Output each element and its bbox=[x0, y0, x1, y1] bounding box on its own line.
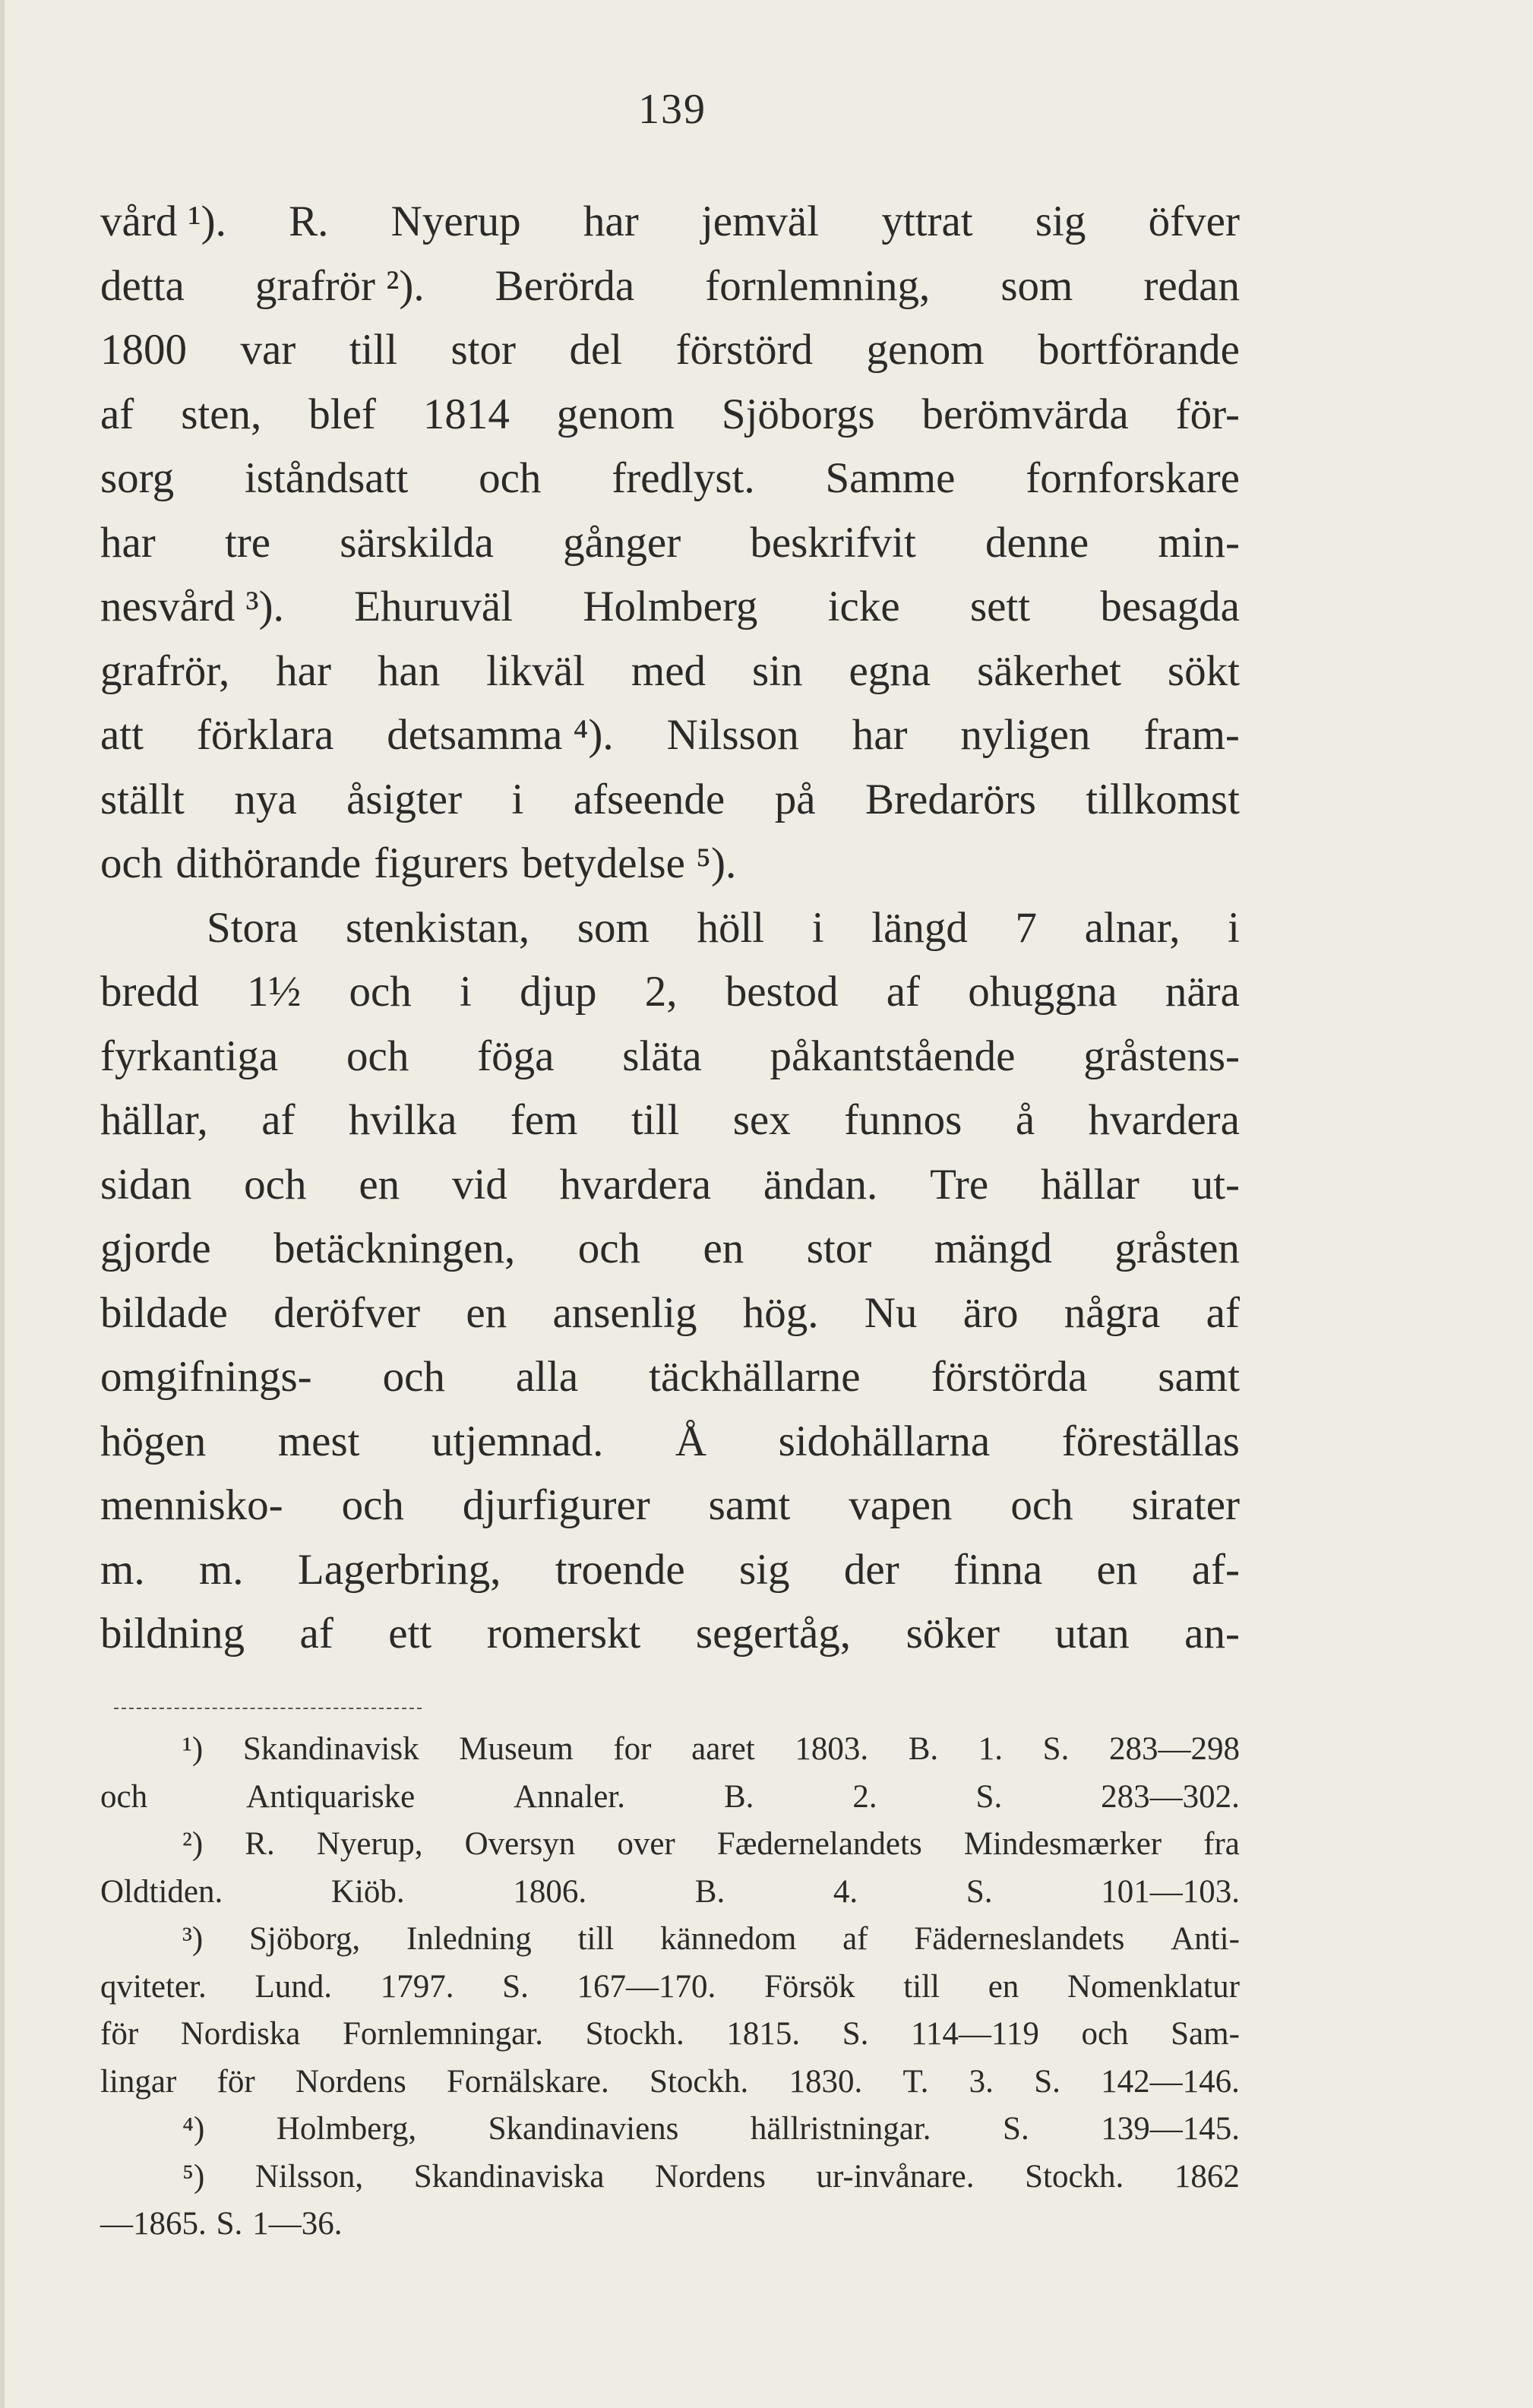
word: Nomenklatur bbox=[1067, 1968, 1240, 2005]
word: fornlemning, bbox=[705, 261, 931, 310]
word: R. bbox=[289, 198, 329, 245]
word: mängd bbox=[934, 1225, 1052, 1272]
word: som bbox=[1000, 261, 1073, 310]
word: 4. bbox=[833, 1873, 858, 1910]
word: nesvård ³). bbox=[100, 583, 284, 630]
body-line bbox=[100, 1474, 1240, 1538]
word: Stockh. bbox=[585, 2016, 684, 2052]
word: genom bbox=[866, 326, 985, 374]
word: qviteter. bbox=[100, 1968, 207, 2005]
word: del bbox=[569, 326, 623, 374]
word: Antiquariske bbox=[246, 1778, 416, 1815]
word: Mindesmærker bbox=[963, 1826, 1162, 1862]
word: ändan. bbox=[763, 1160, 878, 1209]
word: Kiöb. bbox=[330, 1873, 405, 1910]
word: jemväl bbox=[700, 198, 820, 245]
word: min- bbox=[1158, 518, 1240, 567]
body-line bbox=[100, 1538, 1240, 1603]
word: till bbox=[631, 1096, 680, 1144]
word: 142—146. bbox=[1101, 2063, 1240, 2100]
word: S. bbox=[1003, 2111, 1029, 2147]
word: sett bbox=[969, 583, 1031, 630]
body-line bbox=[100, 190, 1240, 254]
word: har bbox=[276, 646, 331, 695]
word: och bbox=[100, 839, 163, 887]
word: och bbox=[349, 968, 412, 1016]
word: bildade bbox=[100, 1288, 228, 1337]
word: af- bbox=[1191, 1545, 1240, 1594]
word: Nyerup bbox=[390, 198, 521, 245]
word: till bbox=[349, 326, 398, 374]
word: icke bbox=[827, 583, 900, 630]
word: ohuggna bbox=[968, 968, 1117, 1016]
word: Nyerup, bbox=[316, 1826, 423, 1862]
word: Oldtiden. bbox=[100, 1873, 223, 1910]
word: m. bbox=[100, 1545, 145, 1594]
word: segertåg, bbox=[695, 1610, 852, 1657]
footnote-line bbox=[100, 1726, 1240, 1774]
word: 3. bbox=[969, 2063, 994, 2100]
word: höll bbox=[697, 903, 765, 952]
body-line bbox=[100, 703, 1240, 768]
word: i bbox=[1228, 903, 1240, 952]
body-line bbox=[100, 575, 1240, 640]
word: Fædernelandets bbox=[716, 1826, 922, 1862]
body-line bbox=[100, 1217, 1240, 1281]
word: Nordens bbox=[296, 2063, 406, 2100]
word: funnos bbox=[844, 1096, 962, 1144]
word: omgifnings- bbox=[100, 1353, 312, 1401]
word: S. bbox=[216, 2206, 243, 2242]
page-edge bbox=[0, 0, 5, 2408]
word: Nilsson, bbox=[254, 2158, 364, 2195]
word: lingar bbox=[100, 2063, 177, 2100]
word: vid bbox=[451, 1160, 507, 1209]
word: B. bbox=[723, 1778, 754, 1815]
word: ut- bbox=[1191, 1160, 1240, 1209]
word: bortförande bbox=[1038, 326, 1240, 374]
word: 1803. bbox=[795, 1731, 869, 1767]
word: å bbox=[1015, 1096, 1035, 1144]
word: hällar, bbox=[100, 1096, 208, 1144]
word: har bbox=[852, 711, 908, 759]
word: 1800 bbox=[100, 326, 187, 374]
word: 101—103. bbox=[1101, 1873, 1240, 1910]
word: blef bbox=[308, 390, 376, 438]
word: S. bbox=[975, 1778, 1003, 1815]
word: ⁴) bbox=[182, 2111, 205, 2147]
word: fyrkantiga bbox=[100, 1032, 279, 1080]
word: sorg bbox=[100, 454, 175, 502]
word: 2, bbox=[644, 968, 678, 1016]
word: i bbox=[460, 968, 472, 1016]
word: ⁵) bbox=[182, 2158, 205, 2195]
word: nyligen bbox=[960, 711, 1091, 759]
word: har bbox=[583, 198, 639, 245]
word: gjorde bbox=[100, 1225, 211, 1272]
word: redan bbox=[1143, 261, 1240, 310]
word: betäckningen, bbox=[273, 1225, 516, 1272]
word: samt bbox=[708, 1481, 791, 1529]
word: förstörda bbox=[931, 1353, 1088, 1401]
word: fem bbox=[510, 1096, 578, 1144]
word: hällristningar. bbox=[750, 2111, 931, 2147]
word: 7 bbox=[1015, 903, 1038, 952]
body-line bbox=[100, 896, 1240, 961]
word: i bbox=[811, 903, 824, 952]
word: Fornlemningar. bbox=[343, 2016, 543, 2052]
word: sidohällarna bbox=[778, 1417, 991, 1465]
word: en bbox=[988, 1968, 1019, 2005]
word: längd bbox=[871, 903, 968, 952]
word: Berörda bbox=[495, 261, 635, 310]
word: B. bbox=[694, 1873, 725, 1910]
word: Museum bbox=[459, 1731, 574, 1767]
word: i bbox=[511, 775, 524, 823]
word: mest bbox=[277, 1417, 360, 1465]
word: Tre bbox=[930, 1160, 989, 1209]
word: Nordens bbox=[655, 2158, 766, 2195]
word: fram- bbox=[1143, 711, 1240, 759]
word: yttrat bbox=[881, 198, 973, 245]
word: högen bbox=[100, 1417, 207, 1465]
word: och bbox=[341, 1481, 404, 1529]
word: Lund. bbox=[254, 1968, 332, 2005]
word: betydelse ⁵). bbox=[521, 839, 737, 887]
word: säkerhet bbox=[977, 646, 1121, 695]
word: gånger bbox=[563, 518, 681, 567]
word: Fäderneslandets bbox=[914, 1921, 1125, 1957]
word: S. bbox=[842, 2016, 869, 2052]
word: Försök bbox=[764, 1968, 855, 2005]
word: Sjöborg, bbox=[249, 1921, 361, 1957]
word: och bbox=[577, 1225, 640, 1272]
word: släta bbox=[622, 1032, 702, 1080]
word: m. bbox=[198, 1545, 244, 1594]
word: en bbox=[1096, 1545, 1138, 1594]
word: Samme bbox=[825, 454, 956, 502]
word: tillkomst bbox=[1086, 775, 1240, 823]
word: söker bbox=[906, 1610, 1000, 1657]
word: af bbox=[261, 1096, 296, 1144]
word: särskilda bbox=[340, 518, 494, 567]
footnote-line bbox=[100, 2154, 1240, 2201]
footnote-line bbox=[100, 2011, 1240, 2059]
word: finna bbox=[953, 1545, 1043, 1594]
word: och bbox=[244, 1160, 307, 1209]
word: 1½ bbox=[247, 968, 302, 1016]
word: der bbox=[843, 1545, 899, 1594]
word: af bbox=[299, 1610, 333, 1657]
word: föreställas bbox=[1061, 1417, 1240, 1465]
word: sten, bbox=[181, 390, 262, 438]
word: beskrifvit bbox=[750, 518, 916, 567]
word: 1830. bbox=[789, 2063, 863, 2100]
word: 1. bbox=[978, 1731, 1004, 1767]
word: Nordiska bbox=[180, 2016, 301, 2052]
footnote-line bbox=[100, 1869, 1240, 1917]
footnote-divider bbox=[114, 1708, 422, 1709]
word: grafrör, bbox=[100, 646, 230, 695]
word: dithörande bbox=[175, 839, 362, 887]
word: berömvärda bbox=[921, 390, 1129, 438]
word: djup bbox=[520, 968, 597, 1016]
word: sex bbox=[732, 1096, 791, 1144]
word: och bbox=[1010, 1481, 1073, 1529]
word: Bredarörs bbox=[865, 775, 1036, 823]
word: ur-invånare. bbox=[816, 2158, 975, 2195]
word: Oversyn bbox=[464, 1826, 576, 1862]
word: fornforskare bbox=[1026, 454, 1240, 502]
word: för bbox=[100, 2016, 139, 2052]
word: 283—298 bbox=[1108, 1731, 1240, 1767]
word: nära bbox=[1165, 968, 1240, 1016]
word: denne bbox=[985, 518, 1089, 567]
body-line bbox=[100, 511, 1240, 576]
word: åsigter bbox=[346, 775, 463, 823]
word: för bbox=[217, 2063, 255, 2100]
word: täckhällarne bbox=[649, 1353, 861, 1401]
body-line bbox=[100, 254, 1240, 319]
word: till bbox=[903, 1968, 940, 2005]
word: S. bbox=[966, 1873, 993, 1910]
word: egna bbox=[849, 646, 931, 695]
word: samt bbox=[1158, 1353, 1240, 1401]
body-line bbox=[100, 1410, 1240, 1474]
body-line bbox=[100, 318, 1240, 383]
word: och bbox=[100, 1778, 148, 1815]
word: förstörd bbox=[675, 326, 814, 374]
word: grafrör ²). bbox=[254, 261, 425, 310]
word: 1815. bbox=[726, 2016, 801, 2052]
word: en bbox=[703, 1225, 744, 1272]
word: 283—302. bbox=[1101, 1778, 1240, 1815]
footnote-line bbox=[100, 1774, 1240, 1822]
word: alnar, bbox=[1084, 903, 1181, 952]
word: over bbox=[617, 1826, 675, 1862]
word: Sam- bbox=[1171, 2016, 1240, 2052]
body-line bbox=[100, 1602, 1240, 1667]
word: sig bbox=[739, 1545, 790, 1594]
word: Holmberg, bbox=[276, 2111, 417, 2147]
body-line bbox=[100, 383, 1240, 447]
word: alla bbox=[515, 1353, 579, 1401]
body-line bbox=[100, 640, 1240, 704]
word: detsamma ⁴). bbox=[387, 711, 614, 759]
word: och bbox=[1081, 2016, 1129, 2052]
word: utjemnad. bbox=[431, 1417, 604, 1465]
word: Holmberg bbox=[583, 583, 758, 630]
word: B. bbox=[908, 1731, 939, 1767]
word: 1862 bbox=[1174, 2158, 1240, 2195]
word: gråstens- bbox=[1083, 1032, 1240, 1080]
word: 2. bbox=[852, 1778, 877, 1815]
word: iståndsatt bbox=[244, 454, 409, 502]
word: Fornälskare. bbox=[447, 2063, 609, 2100]
word: sökt bbox=[1167, 646, 1240, 695]
word: deröfver bbox=[273, 1288, 421, 1337]
word: stenkistan, bbox=[345, 903, 530, 952]
word: påkantstående bbox=[770, 1032, 1016, 1080]
word: mennisko- bbox=[100, 1481, 283, 1529]
word: en bbox=[359, 1160, 400, 1209]
word: tre bbox=[224, 518, 271, 567]
word: S. bbox=[1034, 2063, 1060, 2100]
word: detta bbox=[100, 261, 185, 310]
word: och bbox=[346, 1032, 409, 1080]
word: S. bbox=[502, 1968, 529, 2005]
word: ansenlig bbox=[552, 1288, 697, 1337]
word: 139—145. bbox=[1101, 2111, 1240, 2147]
word: fra bbox=[1203, 1826, 1240, 1862]
word: stor bbox=[806, 1225, 872, 1272]
footnote-line bbox=[100, 2201, 1240, 2248]
word: Stockh. bbox=[1025, 2158, 1124, 2195]
word: vapen bbox=[849, 1481, 953, 1529]
word: Ehuruväl bbox=[354, 583, 514, 630]
word: förklara bbox=[196, 711, 334, 759]
word: Stora bbox=[207, 903, 299, 952]
body-line bbox=[100, 832, 1240, 896]
word: han bbox=[377, 646, 441, 695]
word: hvardera bbox=[559, 1160, 712, 1209]
word: djurfigurer bbox=[462, 1481, 650, 1529]
word: Nu bbox=[864, 1288, 918, 1337]
word: och bbox=[382, 1353, 445, 1401]
word: Lagerbring, bbox=[297, 1545, 501, 1594]
footnotes bbox=[100, 1726, 1240, 2248]
footnote-line bbox=[100, 2106, 1240, 2154]
word: stor bbox=[450, 326, 516, 374]
body-line bbox=[100, 447, 1240, 511]
word: hvardera bbox=[1088, 1096, 1240, 1144]
word: och bbox=[479, 454, 542, 502]
word: öfver bbox=[1148, 198, 1240, 245]
word: Skandinaviens bbox=[488, 2111, 679, 2147]
word: bestod bbox=[725, 968, 839, 1016]
word: af bbox=[886, 968, 921, 1016]
word: sirater bbox=[1131, 1481, 1240, 1529]
word: utan bbox=[1054, 1610, 1130, 1657]
word: föga bbox=[477, 1032, 555, 1080]
word: att bbox=[100, 711, 144, 759]
body-line bbox=[100, 960, 1240, 1025]
word: ³) bbox=[182, 1921, 204, 1957]
word: aaret bbox=[691, 1731, 755, 1767]
word: ¹) bbox=[182, 1731, 204, 1767]
word: likväl bbox=[486, 646, 585, 695]
word: Skandinavisk bbox=[242, 1731, 419, 1767]
footnote-line bbox=[100, 1964, 1240, 2011]
word: af bbox=[1206, 1288, 1240, 1337]
word: bredd bbox=[100, 968, 199, 1016]
word: som bbox=[577, 903, 650, 952]
footnote-line bbox=[100, 2059, 1240, 2106]
word: äro bbox=[962, 1288, 1019, 1337]
body-line bbox=[100, 768, 1240, 833]
word: ett bbox=[388, 1610, 432, 1657]
word: Annaler. bbox=[514, 1778, 625, 1815]
word: afseende bbox=[573, 775, 725, 823]
word: en bbox=[466, 1288, 507, 1337]
word: var bbox=[240, 326, 296, 374]
body-line bbox=[100, 1089, 1240, 1153]
word: —1865. bbox=[100, 2206, 207, 2242]
body-line bbox=[100, 1025, 1240, 1089]
word: kännedom bbox=[660, 1921, 797, 1957]
word: besagda bbox=[1100, 583, 1240, 630]
word: 114—119 bbox=[911, 2016, 1039, 2052]
word: T. bbox=[902, 2063, 929, 2100]
word: 1—36. bbox=[252, 2206, 343, 2242]
body-line bbox=[100, 1281, 1240, 1346]
word: S. bbox=[1042, 1731, 1070, 1767]
word: till bbox=[577, 1921, 615, 1957]
word: hällar bbox=[1041, 1160, 1139, 1209]
word: Skandinaviska bbox=[413, 2158, 605, 2195]
word: sidan bbox=[100, 1160, 192, 1209]
word: ²) bbox=[182, 1826, 204, 1862]
word: Å bbox=[675, 1417, 707, 1465]
word: ställt bbox=[100, 775, 185, 823]
body-line bbox=[100, 1153, 1240, 1218]
word: hög. bbox=[742, 1288, 819, 1337]
word: 167—170. bbox=[577, 1968, 716, 2005]
word: hvilka bbox=[348, 1096, 457, 1144]
word: vård ¹). bbox=[100, 198, 226, 245]
word: figurers bbox=[374, 839, 509, 887]
body-line bbox=[100, 1345, 1240, 1410]
word: har bbox=[100, 518, 156, 567]
word: R. bbox=[245, 1826, 275, 1862]
word: 1814 bbox=[422, 390, 510, 438]
word: på bbox=[774, 775, 816, 823]
word: af bbox=[842, 1921, 868, 1957]
word: 1797. bbox=[380, 1968, 454, 2005]
word: romerskt bbox=[486, 1610, 641, 1657]
page-number: 139 bbox=[638, 86, 706, 133]
word: Sjöborgs bbox=[721, 390, 875, 438]
word: bildning bbox=[100, 1610, 245, 1657]
word: för- bbox=[1175, 390, 1240, 438]
word: nya bbox=[234, 775, 297, 823]
word: Anti- bbox=[1171, 1921, 1240, 1957]
word: några bbox=[1064, 1288, 1161, 1337]
footnote-line bbox=[100, 1821, 1240, 1869]
word: Stockh. bbox=[650, 2063, 749, 2100]
word: troende bbox=[555, 1545, 685, 1594]
word: gråsten bbox=[1114, 1225, 1240, 1272]
word: fredlyst. bbox=[612, 454, 755, 502]
word: 1806. bbox=[513, 1873, 587, 1910]
word: sin bbox=[752, 646, 803, 695]
body-text bbox=[100, 190, 1240, 1667]
word: Inledning bbox=[406, 1921, 532, 1957]
word: sig bbox=[1035, 198, 1086, 245]
word: genom bbox=[556, 390, 675, 438]
word: Nilsson bbox=[666, 711, 799, 759]
word: an- bbox=[1184, 1610, 1240, 1657]
word: med bbox=[631, 646, 706, 695]
word: af bbox=[100, 390, 134, 438]
word: for bbox=[613, 1731, 652, 1767]
footnote-line bbox=[100, 1916, 1240, 1964]
